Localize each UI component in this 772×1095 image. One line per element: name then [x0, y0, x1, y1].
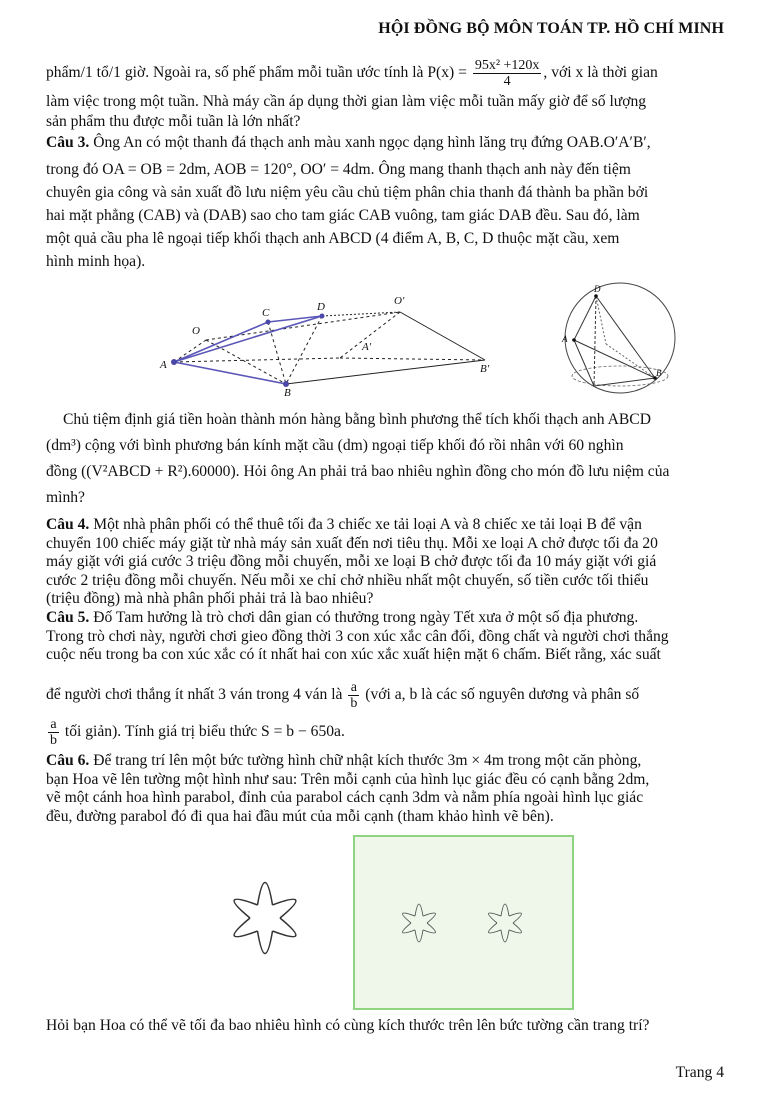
- question-5-expression: [46, 717, 726, 748]
- intro-line-2: làm việc trong một tuần. Nhà máy cần áp dụng thời gian làm việc mỗi tuần mấy giờ để số lượng: [46, 93, 647, 110]
- intro-line-1b: , với x là thời gian: [543, 64, 658, 82]
- q3-price-line-4: mình?: [46, 489, 85, 506]
- q3-price-line-3: đồng ((V²ABCD + R²).60000). Hỏi ông An phải trả bao nhiêu nghìn đồng cho món đồ lưu niệm của: [46, 463, 670, 480]
- q4-line-2: chuyển 100 chiếc máy giặt từ nhà máy sản xuất đến nơi tiêu thụ. Mỗi xe loại A chở được tối đa 20: [46, 534, 658, 552]
- q6-line-2: bạn Hoa vẽ lên tường một hình như sau: Trên mỗi cạnh của hình lục giác đều có cạnh bằng 2dm,: [46, 770, 650, 788]
- question-3: [46, 131, 726, 273]
- page-number: Trang 4: [675, 1064, 724, 1081]
- q5-fraction-2-den: b: [50, 733, 57, 748]
- edge-a-d: [174, 316, 322, 362]
- formula-denominator: 4: [503, 74, 511, 89]
- sphere-label-d: D: [594, 284, 601, 294]
- intro-line-3: sản phẩm thu được mỗi tuần là lớn nhất?: [46, 113, 301, 130]
- q3-line-3: chuyên gia công và sản xuất đồ lưu niệm yêu cầu chủ tiệm phân chia thanh đá thành ba phần bởi: [46, 184, 649, 201]
- edge-a-c: [174, 322, 268, 362]
- q4-line-3: máy giặt với giá cước 3 triệu đồng mỗi chuyến, mỗi xe loại B chở được tối đa 10 máy giặt với giá: [46, 553, 657, 570]
- label-aprime: A′: [362, 341, 372, 353]
- edge-oprime-bprime: [400, 312, 485, 360]
- formula-fraction: [473, 58, 542, 89]
- q3-price-line-1: Chủ tiệm định giá tiền hoàn thành món hàng bằng bình phương thể tích khối thạch anh ABCD: [63, 411, 651, 428]
- question-3-pricing: [46, 408, 726, 509]
- tetra-edge-dc: [594, 296, 596, 386]
- sphere-label-b: B: [656, 368, 662, 378]
- q5-fraction: [348, 680, 359, 711]
- formula-numerator: 95x² +120x: [474, 58, 540, 73]
- sphere-radius-2: [606, 344, 655, 378]
- q6-question: Hỏi bạn Hoa có thể vẽ tối đa bao nhiêu hình có cùng kích thước trên lên bức tường cần trang trí?: [46, 1017, 650, 1034]
- q5-fraction-num: a: [348, 680, 359, 696]
- wall-figure: [353, 835, 574, 1010]
- label-a: A: [160, 359, 167, 371]
- q5-fraction-den: b: [350, 696, 358, 711]
- flower-shape: [234, 883, 296, 954]
- q6-line-3: vẽ một cánh hoa hình parabol, đỉnh của parabol cách cạnh 3dm và nằm phía ngoài hình lục giác: [46, 789, 644, 806]
- q5-line-3: cuộc nếu trong ba con xúc xắc có ít nhất hai con xúc xắc xuất hiện mặt 6 chấm. Biết rằng, xác suất: [46, 646, 661, 663]
- page-header: HỘI ĐỒNG BỘ MÔN TOÁN TP. HỒ CHÍ MINH: [378, 20, 724, 37]
- question-6-label: Câu 6.: [46, 752, 90, 769]
- label-c: C: [262, 307, 270, 319]
- q3-line-6: hình minh họa).: [46, 253, 146, 270]
- q3-line-5: một quả cầu pha lê ngoại tiếp khối thạch anh ABCD (4 điểm A, B, C, D thuộc mặt cầu, xem: [46, 230, 620, 247]
- waste-formula: [427, 58, 543, 89]
- question-6-ask: [46, 1014, 726, 1037]
- q5-line-2: Trong trò chơi này, người chơi gieo đồng thời 3 con xúc xắc cân đối, đồng chất và người chơi thắng: [46, 627, 669, 645]
- q3-price-line-2: (dm³) cộng với bình phương bán kính mặt cầu (dm) ngoại tiếp khối đó rồi nhân với 60 nghìn: [46, 437, 624, 454]
- q5-fraction-2-num: a: [48, 717, 59, 733]
- q5-line-1: Đố Tam hưởng là trò chơi dân gian có thưởng trong ngày Tết xưa ở một số địa phương.: [89, 609, 639, 626]
- q6-line-4: đều, đường parabol đó đi qua hai đầu mút của mỗi cạnh (tham khảo hình vẽ bên).: [46, 807, 554, 825]
- q5-line-5b: tối giản). Tính giá trị biểu thức S = b − 650a.: [61, 723, 345, 741]
- sphere-label-a: A: [562, 334, 568, 344]
- point-a: [171, 359, 177, 365]
- label-oprime: O′: [394, 295, 405, 307]
- question-5: [46, 609, 726, 665]
- edge-d-oprime: [322, 312, 400, 316]
- formula-left: P(x) =: [427, 64, 471, 82]
- parabola-petal: [258, 931, 273, 954]
- edge-o-b: [206, 340, 286, 384]
- label-bprime: B′: [480, 363, 490, 375]
- edge-a-aprime: [174, 358, 340, 362]
- q3-line-2: trong đó OA = OB = 2dm, AOB = 120°, OO′ = 4dm. Ông mang thanh thạch anh này đến tiệm: [46, 161, 631, 178]
- edge-aprime-bprime: [340, 358, 485, 360]
- q3-line-1: Ông An có một thanh đá thạch anh màu xanh ngọc dạng hình lăng trụ đứng OAB.O′A′B′,: [89, 134, 651, 151]
- parabola-petal: [273, 918, 296, 937]
- q5-fraction-2: [48, 717, 59, 748]
- question-4: [46, 516, 726, 609]
- edge-b-bprime: [286, 360, 485, 384]
- q4-line-4: cước 2 triệu đồng mỗi chuyến. Nếu mỗi xe chỉ chở nhiều nhất một chuyến, số tiền cước tối thiểu: [46, 571, 649, 589]
- parabola-petal: [273, 899, 296, 918]
- prism-figure: [150, 288, 510, 398]
- parabola-petal: [258, 883, 273, 906]
- question-4-label: Câu 4.: [46, 516, 90, 533]
- question-3-label: Câu 3.: [46, 134, 90, 151]
- edge-a-b: [174, 362, 286, 384]
- point-d: [320, 314, 325, 319]
- sphere-point-d: [594, 294, 598, 298]
- sphere-point-a: [572, 338, 576, 342]
- hexagon-flower-figure: [195, 858, 335, 978]
- q6-line-1: Để trang trí lên một bức tường hình chữ nhật kích thước 3m × 4m trong một căn phòng,: [89, 752, 642, 769]
- label-d: D: [317, 301, 325, 313]
- q5-line-4b: (với a, b là các số nguyên dương và phân số: [361, 686, 640, 704]
- wall-rectangle: [354, 836, 573, 1009]
- parabola-petal: [234, 918, 257, 937]
- sphere-figure: [550, 282, 690, 400]
- intro-paragraph-rest: [46, 90, 726, 132]
- point-c: [266, 320, 271, 325]
- label-b: B: [284, 387, 291, 398]
- tetra-edge-ab: [574, 340, 655, 378]
- q3-line-4: hai mặt phẳng (CAB) và (DAB) sao cho tam giác CAB vuông, tam giác DAB đều. Sau đó, làm: [46, 207, 640, 224]
- intro-paragraph: [46, 58, 726, 89]
- parabola-petal: [234, 899, 257, 918]
- q4-line-5: (triệu đồng) mà nhà phân phối phải trả là bao nhiêu?: [46, 590, 374, 607]
- intro-line-1a: phẩm/1 tổ/1 giờ. Ngoài ra, số phế phẩm mỗi tuần ước tính là: [46, 64, 428, 82]
- q5-line-4a: để người chơi thắng ít nhất 3 ván trong 4 ván là: [46, 686, 347, 704]
- question-6: [46, 752, 726, 826]
- question-5-label: Câu 5.: [46, 609, 90, 626]
- label-o: O: [192, 325, 200, 337]
- q4-line-1: Một nhà phân phối có thể thuê tối đa 3 chiếc xe tải loại A và 8 chiếc xe tải loại B để vận: [89, 516, 642, 533]
- question-5-probability: [46, 680, 726, 711]
